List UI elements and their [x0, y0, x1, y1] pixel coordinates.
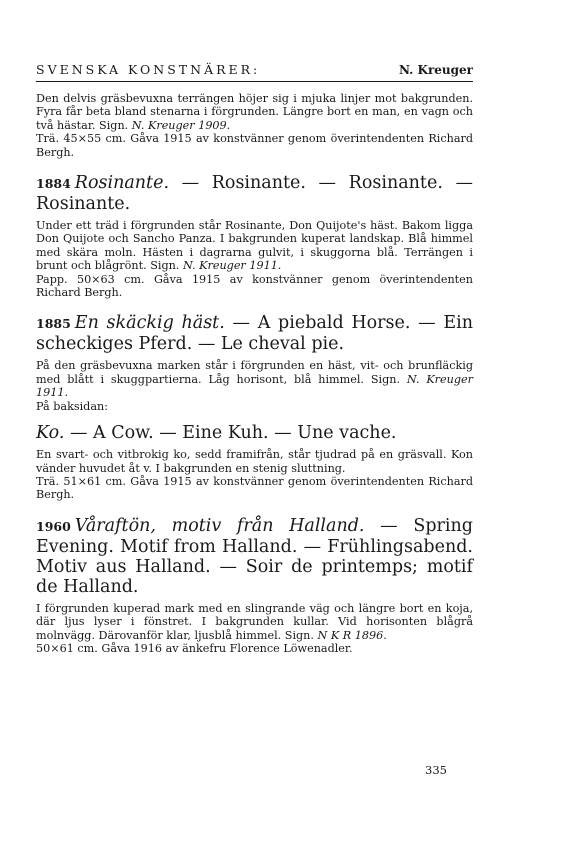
verso-heading — [36, 423, 473, 443]
entry-title: Våraftön, motiv från Halland. — [74, 515, 365, 536]
catalogue-entry-1960 — [36, 516, 473, 656]
verso-title: Ko. — [36, 423, 65, 444]
entry-description: I förgrunden kuperad mark med en slingrande väg och längre bort en koja, där ljus lyser i fönstret. I bakgrunden kullar. Vid horisonten blågrå molnvägg. Därovanför klar, ljusblå himmel. Sign. N K R 1896. — [36, 601, 473, 642]
verso-description: En svart- och vitbrokig ko, sedd framifrån, står tjudrad på en gräsvall. Kon vänder huvudet åt v. I bakgrunden en stenig sluttning. — [36, 448, 473, 475]
entry-signature: N K R 1896. — [317, 628, 387, 642]
catalogue-number: 1960 — [36, 518, 71, 534]
entry-description: Under ett träd i förgrunden står Rosinante, Don Quijote's häst. Bakom ligga Don Quijote och Sancho Panza. I bakgrunden kuperat landskap. Blå himmel med skära moln. Hästen i dagrarna gulvit, i skuggorna blå. Terrängen i brunt och blågrönt. Sign. N. Kreuger 1911. — [36, 219, 473, 273]
entry-signature: N. Kreuger 1909. — [131, 118, 231, 132]
entry-heading — [36, 516, 473, 597]
entry-acquisition: Papp. 50×63 cm. Gåva 1915 av konstvänner genom överintendenten Richard Bergh. — [36, 272, 473, 300]
entry-acquisition: Trä. 45×55 cm. Gåva 1915 av konstvänner genom överintendenten Richard Bergh. — [36, 132, 473, 159]
catalogue-number: 1884 — [36, 176, 71, 192]
catalogue-number: 1885 — [36, 316, 71, 332]
running-head — [36, 62, 473, 82]
verso-label: På baksidan: — [36, 399, 108, 413]
running-head-section: SVENSKA KONSTNÄRER: — [36, 62, 261, 77]
entry-title: Rosinante. — [74, 173, 170, 194]
entry-signature: N. Kreuger 1911. — [36, 372, 473, 400]
entry-title: En skäckig häst. — [74, 313, 225, 334]
entry-description: Den delvis gräsbevuxna terrängen höjer sig i mjuka linjer mot bakgrunden. Fyra får beta bland stenarna i förgrunden. Längre bort en man, en vagn och två hästar. Sign. N. Kreuger 1909. — [36, 92, 473, 132]
entry-title-translations: — Rosinante. — Rosinante. — Rosinante. — [36, 173, 473, 215]
catalogue-entry-1885 — [36, 313, 473, 501]
verso-title-translations: — A Cow. — Eine Kuh. — Une vache. — [69, 423, 397, 444]
entry-acquisition: Trä. 51×61 cm. Gåva 1915 av konstvänner genom överintendenten Richard Bergh. — [36, 474, 473, 502]
page-number: 335 — [425, 763, 447, 777]
entry-acquisition: 50×61 cm. Gåva 1916 av änkefru Florence Löwenadler. — [36, 641, 353, 655]
entry-heading — [36, 173, 473, 214]
entry-heading — [36, 313, 473, 354]
running-head-artist: N. Kreuger — [398, 63, 473, 77]
entry-title-translations: — A piebald Horse. — Ein scheckiges Pferd. — Le cheval pie. — [36, 313, 473, 355]
entry-description: På den gräsbevuxna marken står i förgrunden en häst, vit- och brunfläckig med blått i skuggpartierna. Låg horisont, blå himmel. Sign. N. Kreuger 1911. — [36, 359, 473, 400]
catalogue-page — [36, 62, 473, 655]
entry-title-translations: — Spring Evening. Motif from Halland. — Frühlingsabend. Motiv aus Halland. — Soir de printemps; motif de Halland. — [36, 515, 473, 597]
catalogue-entry-1884 — [36, 173, 473, 299]
entry-continuation — [36, 92, 473, 159]
entry-signature: N. Kreuger 1911. — [182, 259, 282, 273]
